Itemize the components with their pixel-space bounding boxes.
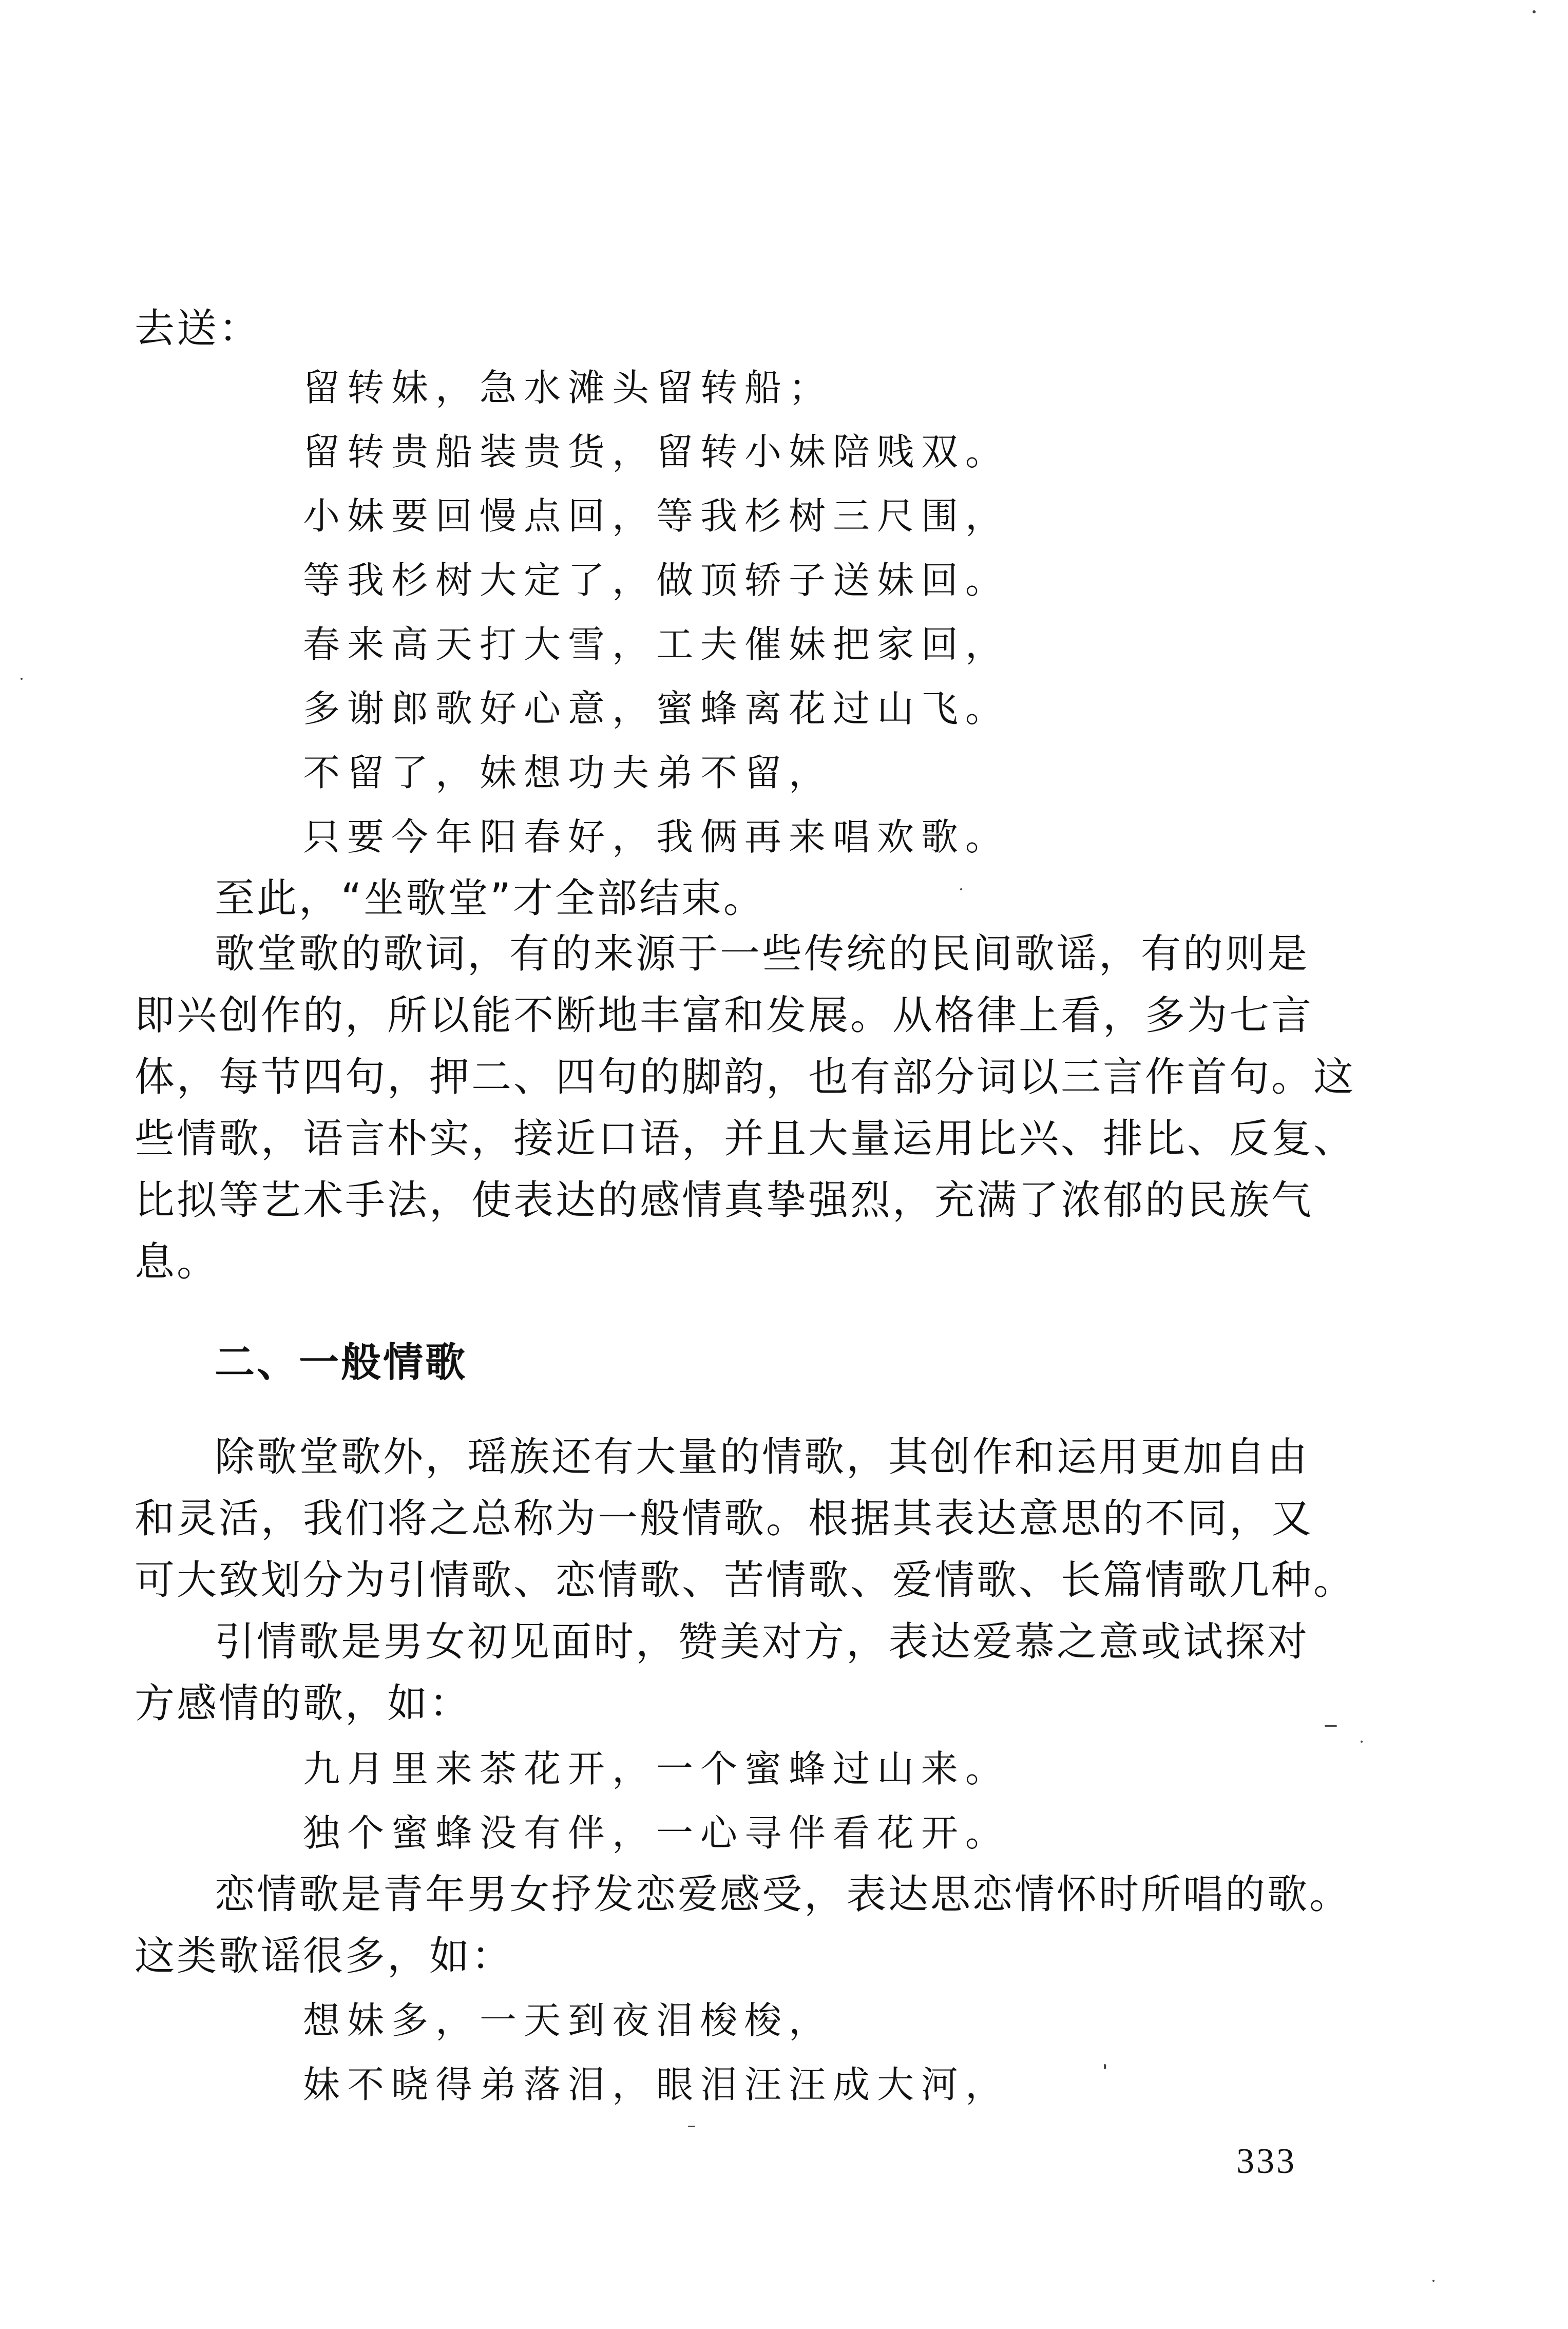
- page-number: 333: [1236, 2142, 1296, 2181]
- paragraph-line: 引情歌是男女初见面时，赞美对方，表达爱慕之意或试探对: [215, 1619, 1310, 1665]
- paragraph-conclusion: 至此，“坐歌堂”才全部结束。: [215, 875, 766, 922]
- scan-speck: [960, 888, 962, 890]
- scan-speck: [1533, 10, 1536, 13]
- scan-speck: [1361, 1741, 1363, 1743]
- verse-line: 留转妹，急水滩头留转船；: [303, 366, 833, 409]
- scan-speck: [1432, 2280, 1435, 2282]
- verse-line: 不留了，妹想功夫弟不留，: [303, 751, 833, 794]
- verse-line: 等我杉树大定了，做顶轿子送妹回。: [303, 559, 1010, 602]
- paragraph-line: 即兴创作的，所以能不断地丰富和发展。从格律上看，多为七言: [135, 992, 1314, 1039]
- paragraph-line: 息。: [135, 1239, 219, 1285]
- verse-line: 只要今年阳春好，我俩再来唱欢歌。: [303, 815, 1010, 858]
- paragraph-line: 这类歌谣很多，如：: [135, 1933, 514, 1979]
- paragraph-line: 方感情的歌，如：: [135, 1681, 472, 1727]
- verse-line: 九月里来茶花开，一个蜜蜂过山来。: [303, 1747, 1010, 1790]
- scan-speck: [688, 2126, 695, 2127]
- verse-line: 想妹多，一天到夜泪梭梭，: [303, 1999, 833, 2042]
- section-heading: 二、一般情歌: [215, 1340, 468, 1386]
- paragraph-line: 体，每节四句，押二、四句的脚韵，也有部分词以三言作首句。这: [135, 1054, 1356, 1100]
- paragraph-line: 恋情歌是青年男女抒发恋爱感受，表达思恋情怀时所唱的歌。: [215, 1872, 1352, 1918]
- paragraph-line: 些情歌，语言朴实，接近口语，并且大量运用比兴、排比、反复、: [135, 1116, 1356, 1162]
- scan-speck: [1325, 1725, 1337, 1727]
- paragraph-line: 歌堂歌的歌词，有的来源于一些传统的民间歌谣，有的则是: [215, 931, 1310, 977]
- verse-line: 小妹要回慢点回，等我杉树三尺围，: [303, 494, 1010, 538]
- verse-line: 留转贵船装贵货，留转小妹陪贱双。: [303, 430, 1010, 473]
- scan-speck: [1104, 2064, 1106, 2069]
- paragraph-line: 除歌堂歌外，瑶族还有大量的情歌，其创作和运用更加自由: [215, 1434, 1310, 1480]
- paragraph-line: 可大致划分为引情歌、恋情歌、苦情歌、爱情歌、长篇情歌几种。: [135, 1557, 1356, 1603]
- verse-line: 妹不晓得弟落泪，眼泪汪汪成大河，: [303, 2063, 1010, 2106]
- paragraph-line: 比拟等艺术手法，使表达的感情真挚强烈，充满了浓郁的民族气: [135, 1177, 1314, 1224]
- verse-line: 春来高天打大雪，工夫催妹把家回，: [303, 623, 1010, 666]
- verse-line: 多谢郎歌好心意，蜜蜂离花过山飞。: [303, 687, 1010, 730]
- scan-speck: [21, 678, 23, 680]
- paragraph-line: 和灵活，我们将之总称为一般情歌。根据其表达意思的不同，又: [135, 1496, 1314, 1542]
- verse-line: 独个蜜蜂没有伴，一心寻伴看花开。: [303, 1811, 1010, 1855]
- intro-text: 去送：: [135, 306, 261, 352]
